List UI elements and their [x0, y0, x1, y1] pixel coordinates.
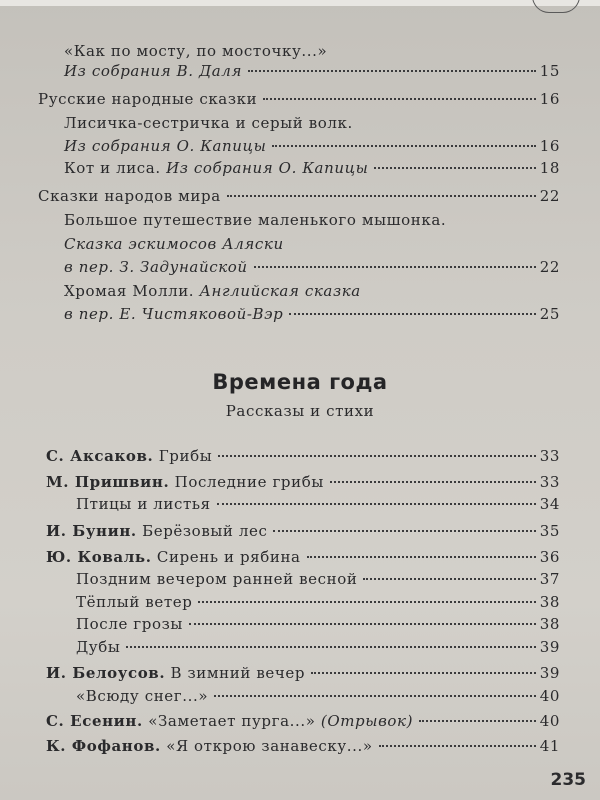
- toc-entry: [46, 663, 560, 683]
- entry-title: Из собрания О. Капицы: [64, 137, 267, 155]
- toc-entry: [76, 614, 560, 634]
- entry-title: Сирень и рябина: [156, 548, 301, 566]
- toc-entry: [46, 736, 560, 756]
- entry-author: Ю. Коваль.: [46, 548, 152, 566]
- dot-leader: [254, 266, 536, 268]
- toc-entry: [46, 472, 560, 492]
- dot-leader: [419, 720, 536, 722]
- entry-title: Кот и лиса. Из собрания О. Капицы: [64, 159, 369, 177]
- toc-entry: [64, 113, 353, 133]
- dot-leader: [263, 98, 536, 100]
- entry-title: Берёзовый лес: [142, 522, 268, 540]
- entry-title: «Заметает пурга...»: [148, 712, 316, 730]
- entry-title: Тёплый ветер: [76, 593, 193, 611]
- entry-title: Большое путешествие маленького мышонка.: [64, 211, 447, 229]
- dot-leader: [379, 745, 536, 747]
- entry-page: 22: [539, 187, 560, 205]
- entry-page: 39: [539, 664, 560, 682]
- toc-entry: [64, 136, 560, 156]
- dot-leader: [311, 672, 536, 674]
- toc-entry: [76, 686, 560, 706]
- entry-title: «Как по мосту, по мосточку...»: [64, 42, 328, 60]
- entry-author: И. Бунин.: [46, 522, 137, 540]
- entry-title: «Всюду снег...»: [76, 687, 209, 705]
- toc-entry: [38, 89, 560, 109]
- dot-leader: [363, 578, 535, 580]
- entry-page: 25: [539, 305, 560, 323]
- toc-entry: [76, 569, 560, 589]
- entry-title: После грозы: [76, 615, 183, 633]
- entry-subtitle: Английская сказка: [199, 282, 361, 300]
- entry-title: Птицы и листья: [76, 495, 211, 513]
- toc-entry: [46, 521, 560, 541]
- entry-note: (Отрывок): [320, 712, 414, 730]
- toc-entry: [76, 494, 560, 514]
- dot-leader: [217, 503, 536, 505]
- dot-leader: [218, 455, 535, 457]
- toc-entry: [46, 446, 560, 466]
- toc-entry: [38, 186, 560, 206]
- entry-author: И. Белоусов.: [46, 664, 166, 682]
- dot-leader: [374, 167, 535, 169]
- entry-page: 22: [539, 258, 560, 276]
- entry-author: К. Фофанов.: [46, 737, 161, 755]
- entry-page: 33: [539, 447, 560, 465]
- dot-leader: [273, 530, 535, 532]
- entry-page: 38: [539, 615, 560, 633]
- entry-title: В зимний вечер: [170, 664, 306, 682]
- dot-leader: [126, 646, 535, 648]
- dot-leader: [307, 556, 536, 558]
- entry-title: Из собрания В. Даля: [64, 62, 242, 80]
- entry-page: 18: [539, 159, 560, 177]
- dot-leader: [227, 195, 536, 197]
- dot-leader: [198, 601, 535, 603]
- entry-page: 16: [539, 90, 560, 108]
- toc-entry: [64, 234, 284, 254]
- entry-author: С. Есенин.: [46, 712, 143, 730]
- entry-title: в пер. Е. Чистяковой-Вэр: [64, 305, 284, 323]
- entry-title: Лисичка-сестричка и серый волк.: [64, 114, 353, 132]
- dot-leader: [189, 623, 536, 625]
- entry-title: Последние грибы: [174, 473, 324, 491]
- dot-leader: [248, 70, 536, 72]
- entry-page: 16: [539, 137, 560, 155]
- toc-entry: [64, 158, 560, 178]
- entry-page: 37: [539, 570, 560, 588]
- entry-title: Сказка эскимосов Аляски: [64, 235, 284, 253]
- section-subtitle: Рассказы и стихи: [225, 402, 375, 420]
- entry-title: в пер. З. Задунайской: [64, 258, 248, 276]
- entry-page: 40: [539, 687, 560, 705]
- entry-page: 41: [539, 737, 560, 755]
- entry-title: Поздним вечером ранней весной: [76, 570, 358, 588]
- entry-page: 40: [539, 712, 560, 730]
- toc-entry: [46, 547, 560, 567]
- entry-page: 39: [539, 638, 560, 656]
- entry-author: С. Аксаков.: [46, 447, 154, 465]
- page-number: 235: [550, 770, 586, 790]
- toc-entry: [76, 592, 560, 612]
- toc-entry: [64, 257, 560, 277]
- entry-title: Грибы: [158, 447, 213, 465]
- entry-title: Хромая Молли.: [64, 282, 200, 300]
- toc-entry: [64, 41, 327, 61]
- dot-leader: [289, 313, 535, 315]
- toc-entry: [64, 210, 446, 230]
- entry-title: Русские народные сказки: [38, 90, 258, 108]
- dot-leader: [272, 145, 535, 147]
- dot-leader: [214, 695, 536, 697]
- entry-page: 36: [539, 548, 560, 566]
- entry-title: «Я открою занавеску...»: [166, 737, 373, 755]
- entry-page: 33: [539, 473, 560, 491]
- corner-ornament: [532, 0, 580, 13]
- dot-leader: [330, 481, 536, 483]
- entry-page: 38: [539, 593, 560, 611]
- section-title: Времена года: [212, 370, 388, 394]
- toc-entry: [76, 637, 560, 657]
- entry-page: 34: [539, 495, 560, 513]
- entry-author: М. Пришвин.: [46, 473, 170, 491]
- toc-entry: [64, 304, 560, 324]
- entry-page: 35: [539, 522, 560, 540]
- toc-entry: [64, 281, 361, 301]
- entry-title: Сказки народов мира: [38, 187, 221, 205]
- toc-entry: [46, 711, 560, 731]
- toc-entry: [64, 61, 560, 81]
- entry-page: 15: [539, 62, 560, 80]
- entry-title: Дубы: [76, 638, 121, 656]
